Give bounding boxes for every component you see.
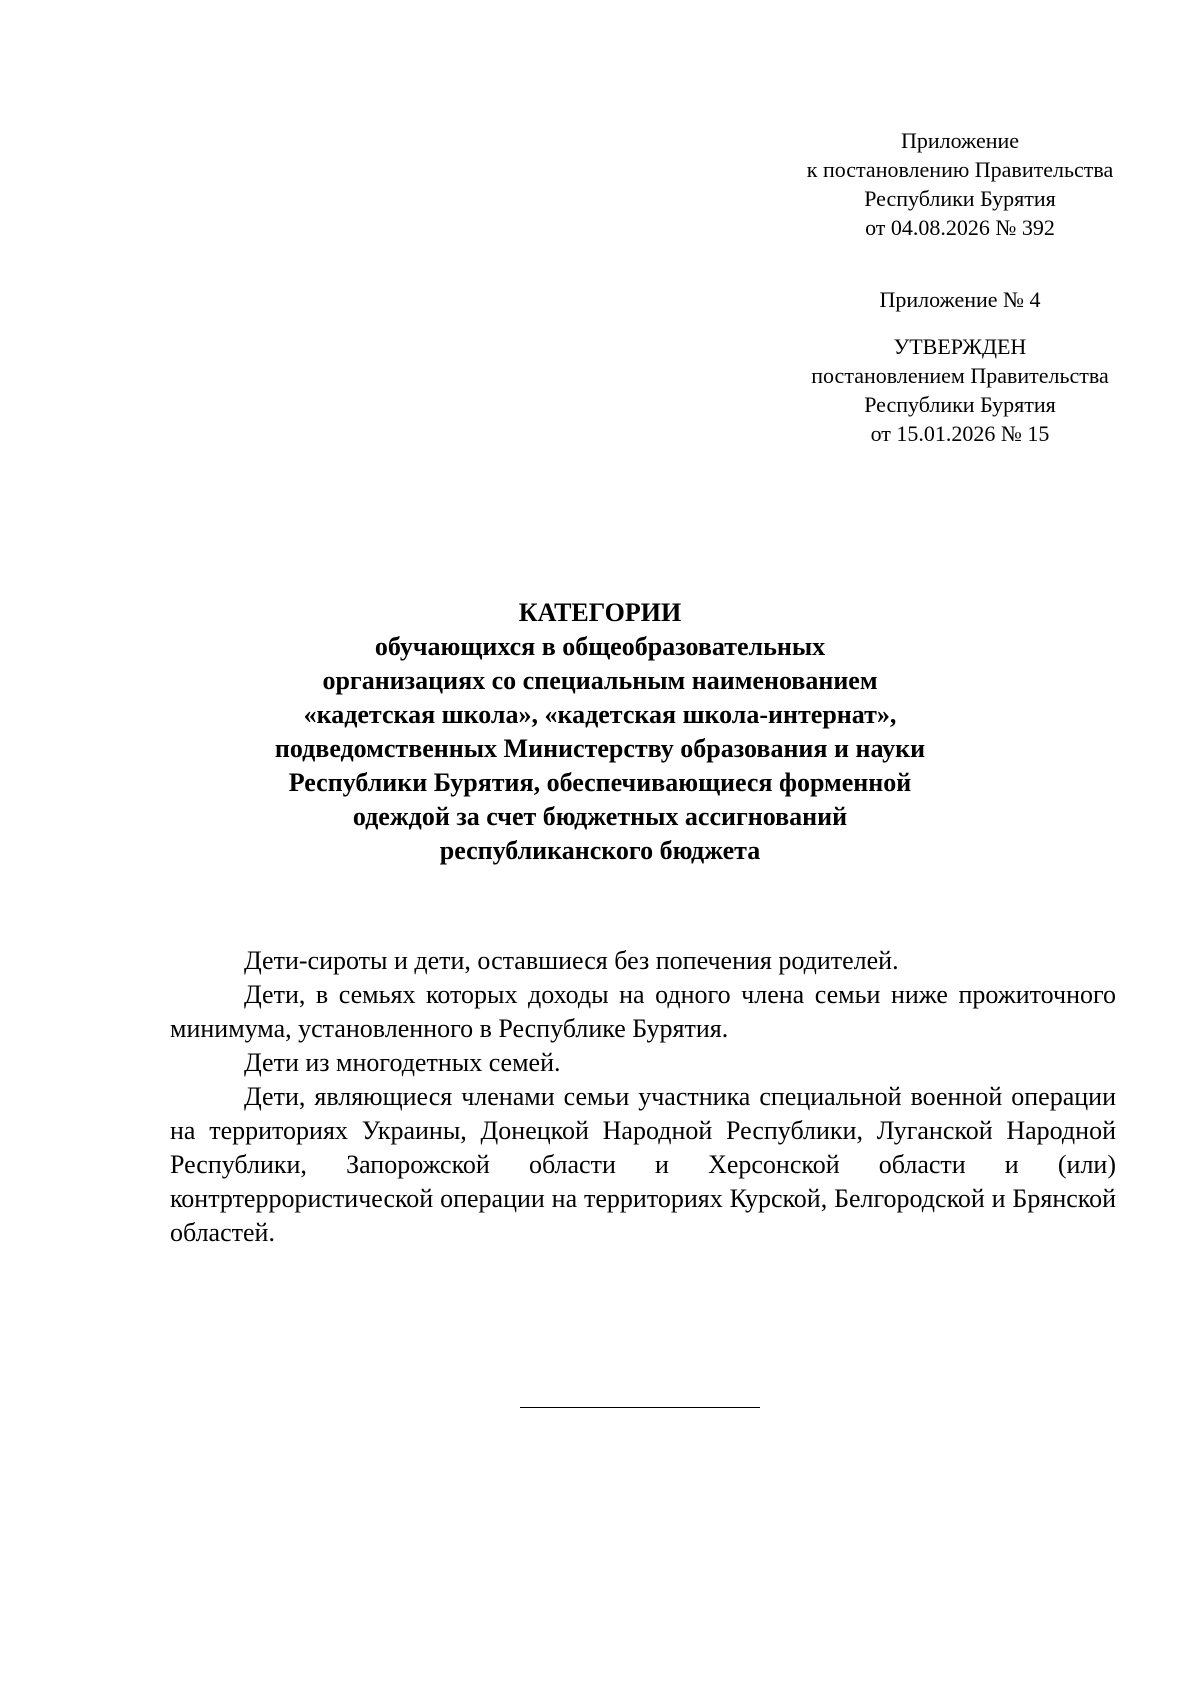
title-line: обучающихся в общеобразовательных [374,632,826,661]
approval-line: от 15.01.2026 № 15 [870,421,1050,446]
appendix-header-line: к постановлению Правительства [806,157,1114,182]
end-divider [520,1407,760,1408]
title-line: подведомственных Министерству образования и науки [274,734,926,763]
title-line: Республики Бурятия, обеспечивающиеся форменной [288,768,912,797]
body-paragraph: Дети, в семьях которых доходы на одного члена семьи ниже прожиточного минимума, установленного в Республике Бурятия. [170,980,1116,1043]
title-line: одеждой за счет бюджетных ассигнований [352,802,848,831]
approval-line: УТВЕРЖДЕН [893,334,1027,359]
body-paragraph: Дети из многодетных семей. [244,1048,561,1077]
appendix-header [760,126,1160,242]
title-line: республиканского бюджета [439,836,761,865]
title-line: организациях со специальным наименованием [322,666,878,695]
appendix-header-line: Республики Бурятия [864,186,1056,211]
appendix-number [760,285,1160,314]
title-line: «кадетская школа», «кадетская школа-интернат», [303,700,897,729]
appendix-header-line: от 04.08.2026 № 392 [865,215,1055,240]
body-paragraph: Дети-сироты и дети, оставшиеся без попечения родителей. [244,946,899,975]
document-title [170,596,1030,868]
appendix-header-line: Приложение [900,128,1020,153]
approval-block [760,332,1160,448]
body-paragraph: Дети, являющиеся членами семьи участника специальной военной операции на территориях Украины, Донецкой Народной Республики, Луганской Народной Республики, Запорожской области и Херсонской области и (или) контртеррористической операции на территориях Курской, Белгородской и Брянской областей. [170,1082,1116,1247]
appendix-number-text: Приложение № 4 [879,287,1041,312]
title-heading: КАТЕГОРИИ [518,598,682,627]
document-body [170,944,1116,1250]
approval-line: постановлением Правительства [811,363,1109,388]
approval-line: Республики Бурятия [864,392,1056,417]
